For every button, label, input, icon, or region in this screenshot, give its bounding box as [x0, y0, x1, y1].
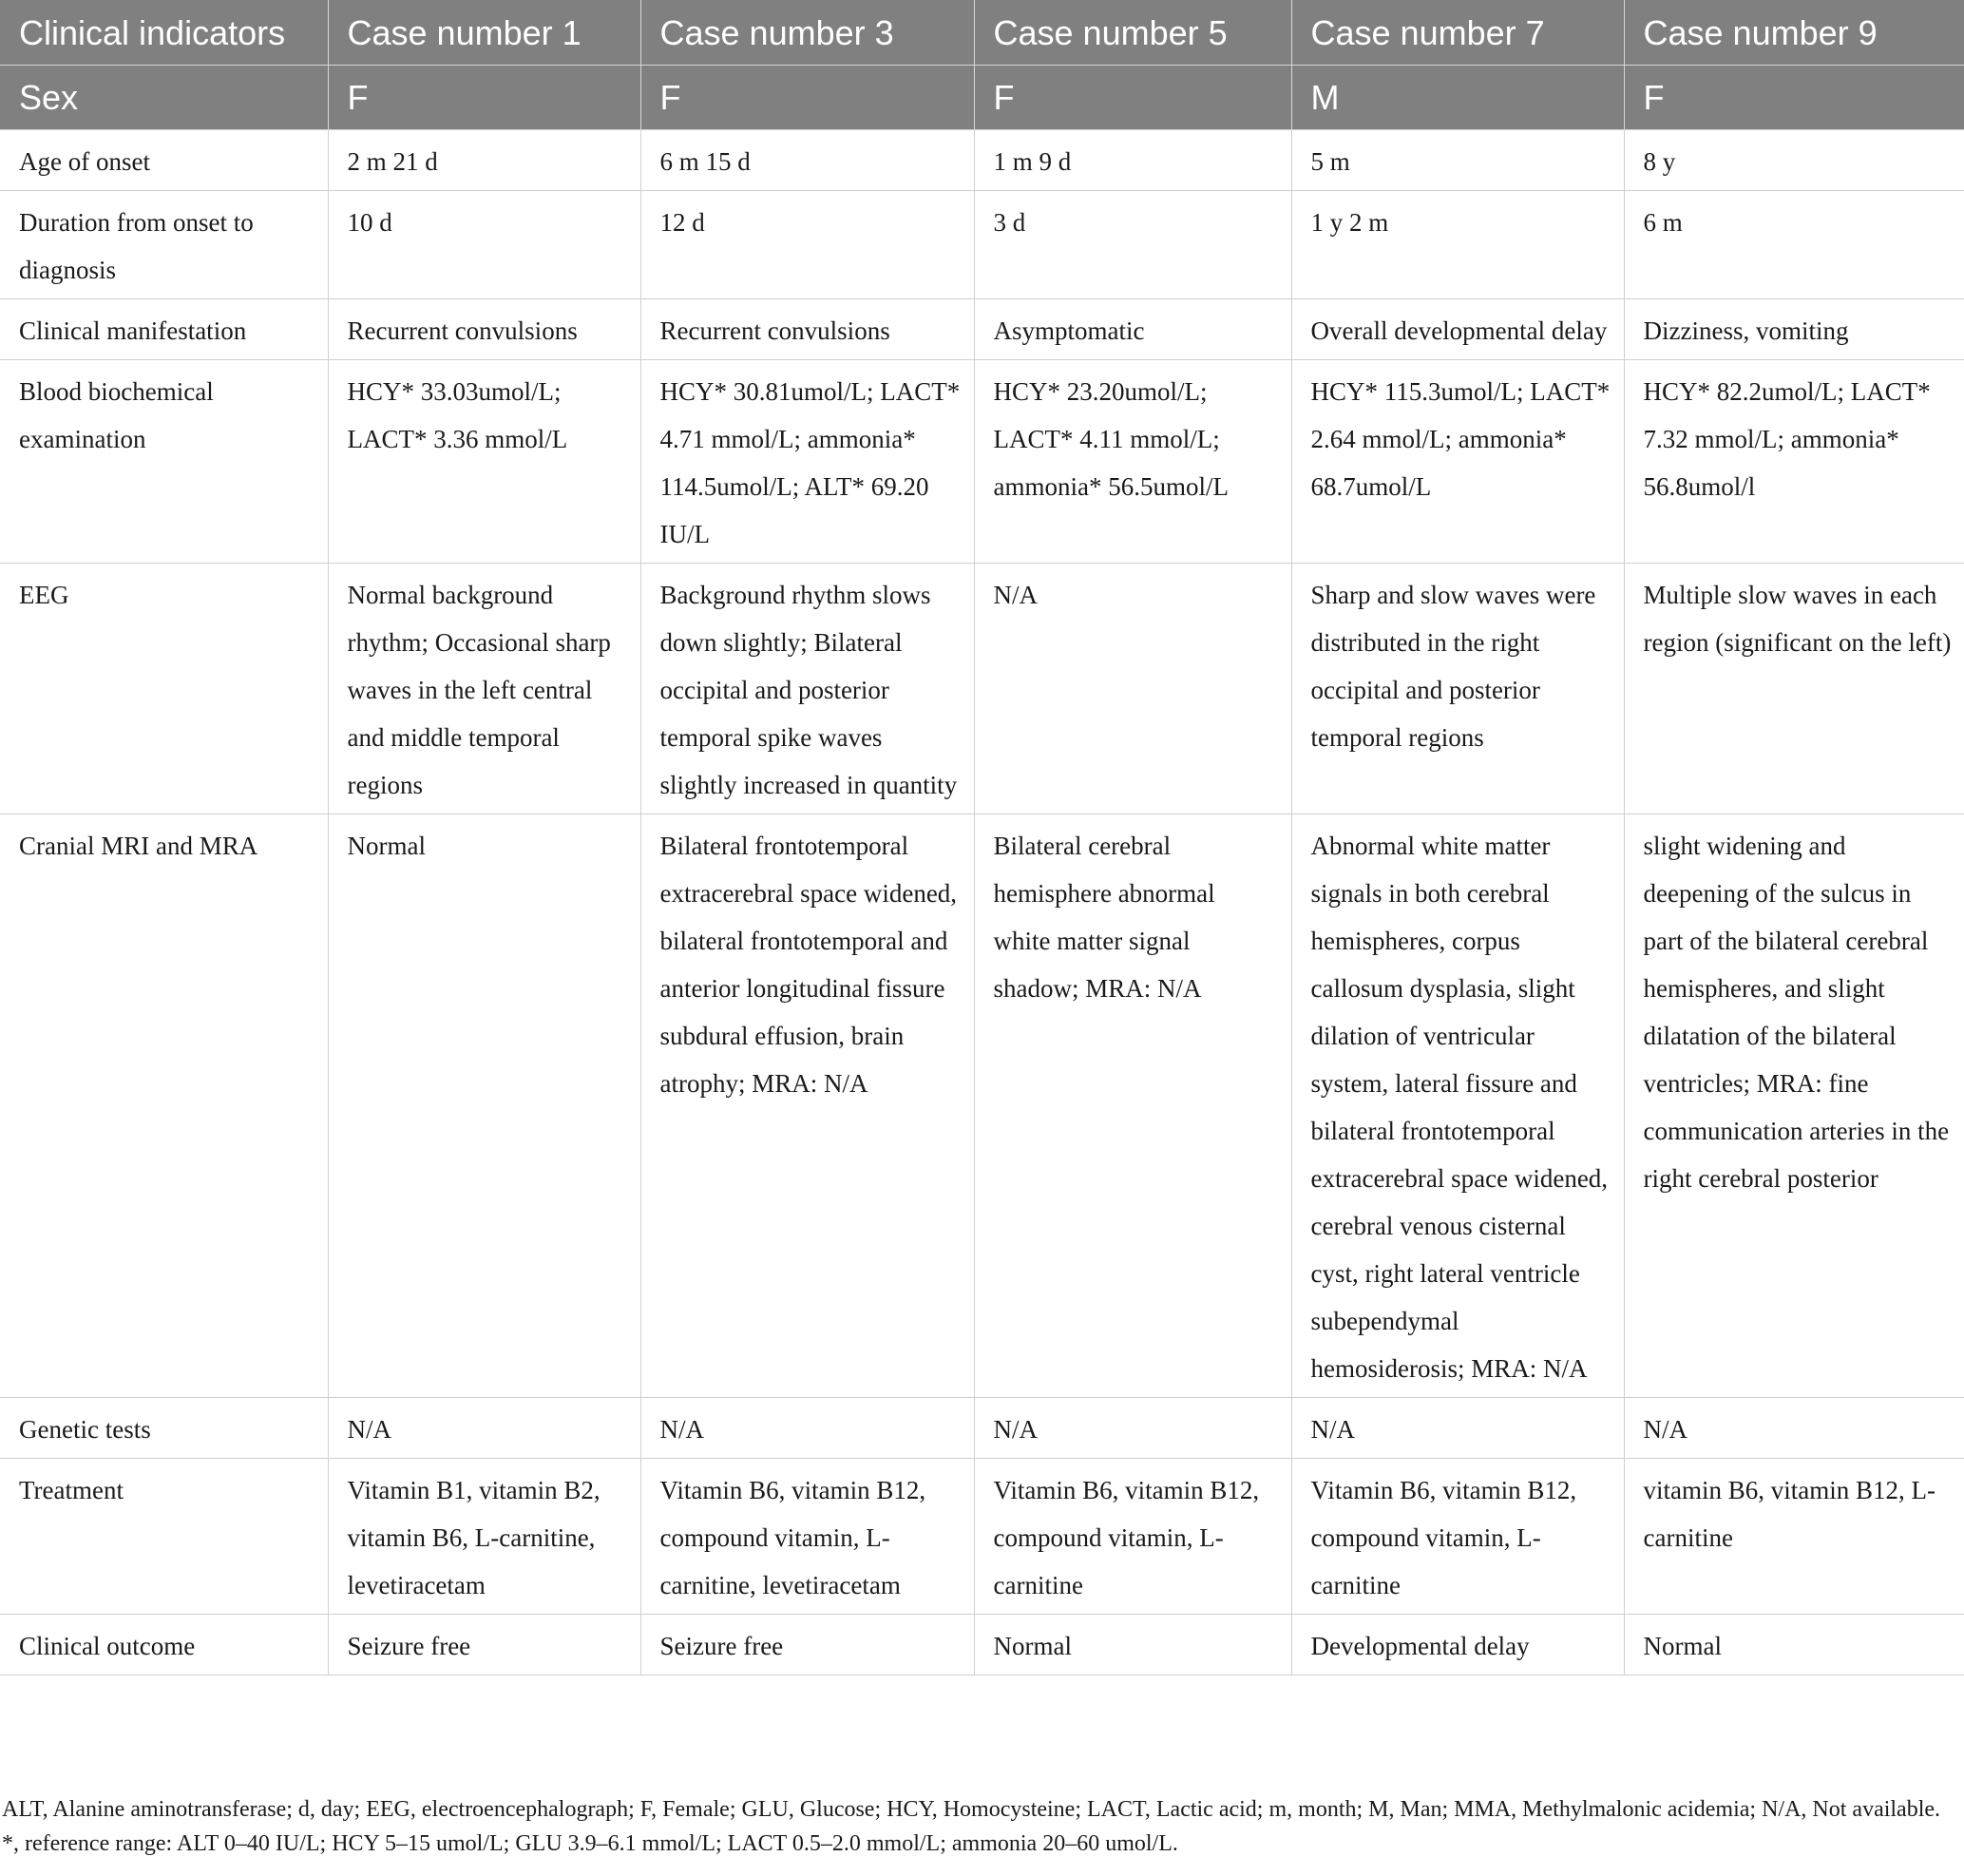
abbreviations-footnote: ALT, Alanine aminotransferase; d, day; EEG, electroencephalograph; F, Female; GLU, Glucose; HCY, Homocysteine; LACT, Lactic acid; m, month; M, Man; MMA, Methylmalonic acidemia; N/A, Not available.: [2, 1797, 1941, 1822]
table-header: [0, 0, 1964, 130]
table-cell: N/A: [1291, 1398, 1624, 1459]
table-cell: 5 m: [1291, 130, 1624, 191]
table-cell: Overall developmental delay: [1291, 299, 1624, 360]
table-cell: 1 m 9 d: [974, 130, 1291, 191]
reference-range-footnote: *, reference range: ALT 0–40 IU/L; HCY 5–15 umol/L; GLU 3.9–6.1 mmol/L; LACT 0.5–2.0 mmol/L; ammonia 20–60 umol/L.: [2, 1831, 1178, 1856]
table-cell: Seizure free: [328, 1615, 640, 1675]
table-row: [0, 299, 1964, 360]
row-label: Treatment: [0, 1459, 328, 1615]
table-cell: Multiple slow waves in each region (significant on the left): [1624, 564, 1964, 814]
table-cell: HCY* 33.03umol/L; LACT* 3.36 mmol/L: [328, 360, 640, 564]
row-label: Duration from onset to diagnosis: [0, 191, 328, 299]
table-cell: HCY* 115.3umol/L; LACT* 2.64 mmol/L; ammonia* 68.7umol/L: [1291, 360, 1624, 564]
table-row: [0, 191, 1964, 299]
table-cell: 3 d: [974, 191, 1291, 299]
table-cell: N/A: [328, 1398, 640, 1459]
row-label: EEG: [0, 564, 328, 814]
table-cell: 10 d: [328, 191, 640, 299]
table-cell: HCY* 30.81umol/L; LACT* 4.71 mmol/L; ammonia* 114.5umol/L; ALT* 69.20 IU/L: [640, 360, 974, 564]
table-row: [0, 814, 1964, 1398]
sex-row: [0, 66, 1964, 130]
header-row: [0, 0, 1964, 66]
row-label: Clinical outcome: [0, 1615, 328, 1675]
sex-cell: M: [1291, 66, 1624, 130]
table-row: [0, 360, 1964, 564]
table-cell: Vitamin B1, vitamin B2, vitamin B6, L-carnitine, levetiracetam: [328, 1459, 640, 1615]
table-body: [0, 130, 1964, 1675]
table-cell: HCY* 82.2umol/L; LACT* 7.32 mmol/L; ammonia* 56.8umol/l: [1624, 360, 1964, 564]
header-cell-clinical-indicators: Clinical indicators: [0, 0, 328, 66]
table-cell: N/A: [974, 564, 1291, 814]
table-cell: 6 m: [1624, 191, 1964, 299]
table-cell: Normal: [1624, 1615, 1964, 1675]
table-row: [0, 564, 1964, 814]
table-cell: N/A: [974, 1398, 1291, 1459]
table-row: [0, 1459, 1964, 1615]
table-cell: Bilateral cerebral hemisphere abnormal white matter signal shadow; MRA: N/A: [974, 814, 1291, 1398]
table-cell: N/A: [1624, 1398, 1964, 1459]
table-cell: Normal background rhythm; Occasional sharp waves in the left central and middle temporal regions: [328, 564, 640, 814]
table-row: [0, 130, 1964, 191]
sex-cell: F: [640, 66, 974, 130]
table-cell: Bilateral frontotemporal extracerebral space widened, bilateral frontotemporal and anterior longitudinal fissure subdural effusion, brain atrophy; MRA: N/A: [640, 814, 974, 1398]
table-cell: Seizure free: [640, 1615, 974, 1675]
table-row: [0, 1615, 1964, 1675]
table-cell: Normal: [328, 814, 640, 1398]
table-cell: Normal: [974, 1615, 1291, 1675]
sex-cell: F: [974, 66, 1291, 130]
table-cell: Recurrent convulsions: [640, 299, 974, 360]
table-cell: Abnormal white matter signals in both cerebral hemispheres, corpus callosum dysplasia, slight dilation of ventricular system, lateral fissure and bilateral frontotemporal extracerebral space widened, cerebral venous cisternal cyst, right lateral ventricle subependymal hemosiderosis; MRA: N/A: [1291, 814, 1624, 1398]
header-cell-case-7: Case number 7: [1291, 0, 1624, 66]
table-cell: vitamin B6, vitamin B12, L-carnitine: [1624, 1459, 1964, 1615]
table-footnotes: [0, 1792, 1957, 1861]
table-cell: Sharp and slow waves were distributed in the right occipital and posterior temporal regions: [1291, 564, 1624, 814]
table-row: [0, 1398, 1964, 1459]
table-cell: 2 m 21 d: [328, 130, 640, 191]
row-label: Blood biochemical examination: [0, 360, 328, 564]
table-cell: N/A: [640, 1398, 974, 1459]
header-cell-case-1: Case number 1: [328, 0, 640, 66]
table-cell: Background rhythm slows down slightly; Bilateral occipital and posterior temporal spike waves slightly increased in quantity: [640, 564, 974, 814]
sex-cell: F: [1624, 66, 1964, 130]
row-label: Age of onset: [0, 130, 328, 191]
table-cell: Asymptomatic: [974, 299, 1291, 360]
table-cell: 1 y 2 m: [1291, 191, 1624, 299]
table-cell: slight widening and deepening of the sulcus in part of the bilateral cerebral hemispheres, and slight dilatation of the bilateral ventricles; MRA: fine communication arteries in the right cerebral posterior: [1624, 814, 1964, 1398]
table-cell: Developmental delay: [1291, 1615, 1624, 1675]
row-label: Genetic tests: [0, 1398, 328, 1459]
table-cell: HCY* 23.20umol/L; LACT* 4.11 mmol/L; ammonia* 56.5umol/L: [974, 360, 1291, 564]
sex-cell: F: [328, 66, 640, 130]
sex-row-label: Sex: [0, 66, 328, 130]
header-cell-case-5: Case number 5: [974, 0, 1291, 66]
header-cell-case-9: Case number 9: [1624, 0, 1964, 66]
table-cell: 8 y: [1624, 130, 1964, 191]
table-cell: Vitamin B6, vitamin B12, compound vitamin, L-carnitine, levetiracetam: [640, 1459, 974, 1615]
header-cell-case-3: Case number 3: [640, 0, 974, 66]
table-cell: Vitamin B6, vitamin B12, compound vitamin, L-carnitine: [974, 1459, 1291, 1615]
table-cell: Recurrent convulsions: [328, 299, 640, 360]
row-label: Cranial MRI and MRA: [0, 814, 328, 1398]
row-label: Clinical manifestation: [0, 299, 328, 360]
table-cell: Dizziness, vomiting: [1624, 299, 1964, 360]
table-cell: 6 m 15 d: [640, 130, 974, 191]
table-cell: Vitamin B6, vitamin B12, compound vitamin, L-carnitine: [1291, 1459, 1624, 1615]
table-cell: 12 d: [640, 191, 974, 299]
